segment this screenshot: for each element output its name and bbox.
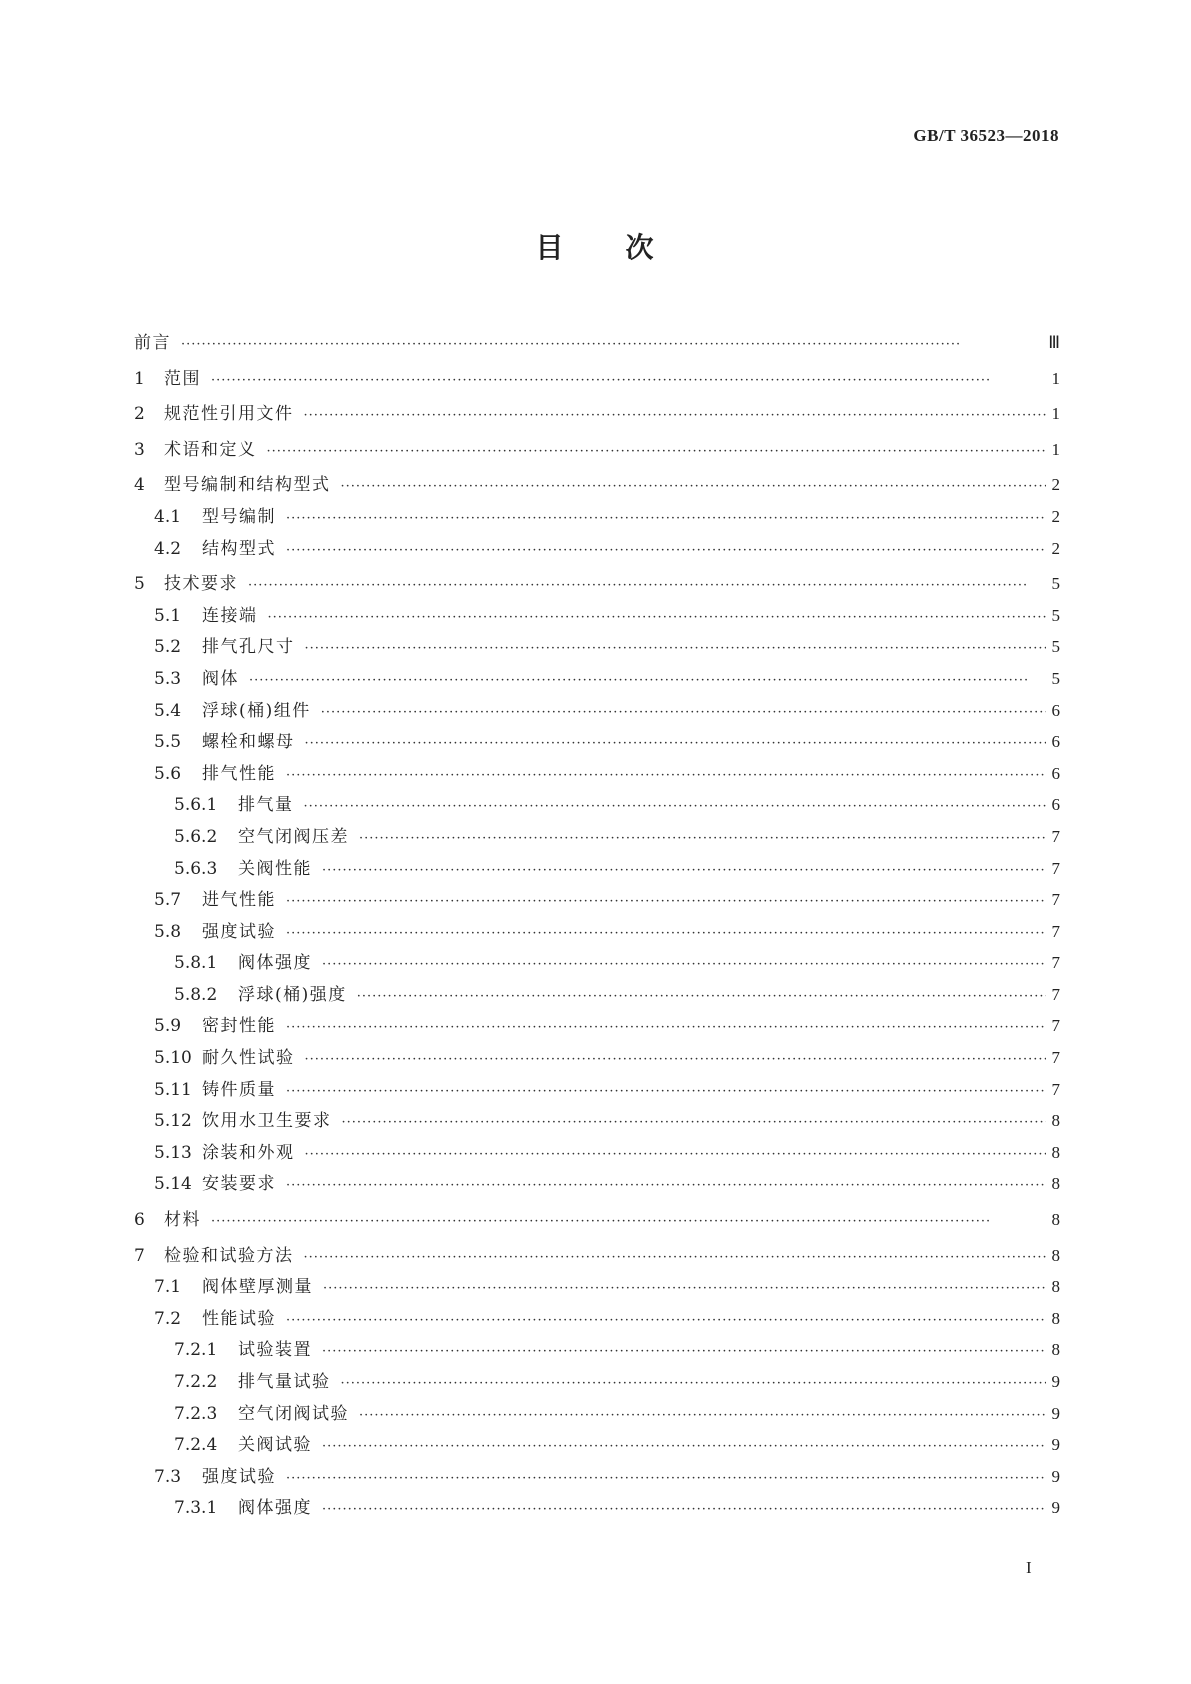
toc-entry-page: 7 bbox=[1051, 1048, 1060, 1068]
toc-dot-leader bbox=[181, 337, 1042, 352]
toc-entry-title: 术语和定义 bbox=[164, 439, 257, 460]
toc-entry[interactable] bbox=[134, 1138, 1060, 1170]
toc-entry-number: 1 bbox=[134, 368, 145, 389]
toc-entry-number: 7.2 bbox=[154, 1308, 182, 1329]
toc-entry-title: 型号编制和结构型式 bbox=[164, 475, 331, 496]
toc-entry-number: 5.6.2 bbox=[174, 826, 218, 847]
toc-entry[interactable] bbox=[134, 885, 1060, 917]
toc-entry-number: 7.2.3 bbox=[174, 1403, 218, 1424]
toc-entry-title: 空气闭阀试验 bbox=[238, 1403, 349, 1424]
toc-entry-number: 5.11 bbox=[154, 1079, 192, 1100]
title-char-2: 次 bbox=[625, 231, 656, 264]
toc-dot-leader bbox=[286, 511, 1046, 526]
toc-entry[interactable] bbox=[134, 1043, 1060, 1075]
toc-entry[interactable] bbox=[134, 328, 1060, 360]
toc-entry-title: 技术要求 bbox=[164, 574, 238, 595]
toc-entry-number: 5.4 bbox=[154, 700, 182, 721]
toc-entry[interactable] bbox=[134, 948, 1060, 980]
toc-entry-title: 强度试验 bbox=[202, 921, 276, 942]
toc-entry-page: 1 bbox=[1051, 404, 1060, 424]
toc-entry[interactable] bbox=[134, 1075, 1060, 1107]
toc-entry-title: 范围 bbox=[164, 368, 201, 389]
toc-entry-page: 7 bbox=[1051, 858, 1060, 878]
toc-dot-leader bbox=[359, 831, 1046, 846]
toc-entry-number: 5.8 bbox=[154, 921, 182, 942]
toc-entry-page: 9 bbox=[1051, 1466, 1060, 1486]
toc-entry-title: 阀体壁厚测量 bbox=[202, 1277, 313, 1298]
toc-entry-page: 8 bbox=[1051, 1277, 1060, 1297]
toc-entry-number: 2 bbox=[134, 404, 145, 425]
toc-entry[interactable] bbox=[134, 790, 1060, 822]
toc-entry-page: 7 bbox=[1051, 984, 1060, 1004]
toc-entry[interactable] bbox=[134, 1335, 1060, 1367]
toc-dot-leader bbox=[304, 408, 1046, 423]
toc-entry-title: 关阀试验 bbox=[238, 1435, 312, 1456]
toc-dot-leader bbox=[304, 1250, 1046, 1265]
toc-dot-leader bbox=[322, 1344, 1046, 1359]
toc-dot-leader bbox=[286, 1178, 1046, 1193]
toc-dot-leader bbox=[322, 1502, 1046, 1517]
standard-code: GB/T 36523—2018 bbox=[913, 126, 1059, 145]
toc-entry-title: 排气孔尺寸 bbox=[202, 637, 295, 658]
toc-dot-leader bbox=[322, 863, 1046, 878]
toc-dot-leader bbox=[268, 610, 1046, 625]
toc-entry-title: 前言 bbox=[134, 333, 171, 353]
toc-entry-title: 阀体强度 bbox=[238, 1498, 312, 1519]
toc-entry-number: 6 bbox=[134, 1210, 145, 1231]
toc-entry-number: 5.1 bbox=[154, 605, 182, 626]
toc-dot-leader bbox=[304, 799, 1046, 814]
toc-entry-page: 6 bbox=[1051, 763, 1060, 783]
toc-entry[interactable] bbox=[134, 727, 1060, 759]
toc-entry-number: 5.10 bbox=[154, 1048, 192, 1069]
toc-dot-leader bbox=[249, 673, 1046, 688]
toc-entry[interactable] bbox=[134, 601, 1060, 633]
toc-dot-leader bbox=[342, 1115, 1046, 1130]
toc-entry-page: 8 bbox=[1051, 1142, 1060, 1162]
toc-entry-page: 6 bbox=[1051, 700, 1060, 720]
toc-entry-number: 5.5 bbox=[154, 732, 182, 753]
toc-entry-number: 5.8.2 bbox=[174, 984, 218, 1005]
toc-dot-leader bbox=[286, 768, 1046, 783]
toc-entry-number: 7 bbox=[134, 1245, 145, 1266]
toc-entry-page: 1 bbox=[1051, 368, 1060, 388]
toc-dot-leader bbox=[286, 926, 1046, 941]
toc-entry-title: 排气量 bbox=[238, 795, 294, 816]
toc-entry[interactable] bbox=[134, 534, 1060, 566]
toc-dot-leader bbox=[341, 1376, 1046, 1391]
toc-dot-leader bbox=[323, 1281, 1046, 1296]
title-char-1: 目 bbox=[535, 231, 566, 264]
page-number: I bbox=[1026, 1558, 1032, 1577]
toc-entry-page: 5 bbox=[1051, 668, 1060, 688]
toc-entry-number: 5.8.1 bbox=[174, 953, 218, 974]
toc-entry[interactable] bbox=[134, 759, 1060, 791]
toc-entry-page: 8 bbox=[1051, 1111, 1060, 1131]
toc-entry-title: 连接端 bbox=[202, 605, 258, 626]
toc-entry-title: 螺栓和螺母 bbox=[202, 732, 295, 753]
toc-entry[interactable] bbox=[134, 854, 1060, 886]
toc-entry[interactable] bbox=[134, 502, 1060, 534]
toc-entry-title: 空气闭阀压差 bbox=[238, 826, 349, 847]
toc-dot-leader bbox=[211, 1214, 1046, 1229]
toc-entry[interactable] bbox=[134, 696, 1060, 728]
toc-entry-title: 关阀性能 bbox=[238, 858, 312, 879]
toc-entry-title: 规范性引用文件 bbox=[164, 404, 294, 425]
toc-entry[interactable] bbox=[134, 435, 1060, 467]
toc-dot-leader bbox=[286, 1313, 1046, 1328]
toc-entry-page: 8 bbox=[1051, 1210, 1060, 1230]
toc-entry-title: 耐久性试验 bbox=[202, 1048, 295, 1069]
toc-dot-leader bbox=[322, 957, 1046, 972]
toc-entry-page: 7 bbox=[1051, 1016, 1060, 1036]
toc-entry[interactable] bbox=[134, 1430, 1060, 1462]
toc-entry-number: 5.12 bbox=[154, 1111, 192, 1132]
toc-entry-title: 浮球(桶)强度 bbox=[238, 984, 347, 1005]
toc-entry[interactable] bbox=[134, 470, 1060, 502]
toc-entry-number: 5.6.1 bbox=[174, 795, 218, 816]
toc-entry-title: 饮用水卫生要求 bbox=[202, 1111, 332, 1132]
toc-entry[interactable] bbox=[134, 364, 1060, 396]
table-of-contents bbox=[134, 328, 1060, 1525]
toc-dot-leader bbox=[305, 736, 1046, 751]
toc-entry-title: 密封性能 bbox=[202, 1016, 276, 1037]
toc-entry-number: 7.2.2 bbox=[174, 1372, 218, 1392]
toc-dot-leader bbox=[305, 641, 1046, 656]
toc-entry[interactable] bbox=[134, 980, 1060, 1012]
toc-dot-leader bbox=[286, 1084, 1046, 1099]
toc-entry-number: 7.2.4 bbox=[174, 1435, 218, 1456]
toc-entry-title: 试验装置 bbox=[238, 1340, 312, 1361]
toc-entry[interactable] bbox=[134, 917, 1060, 949]
toc-entry-page: 2 bbox=[1051, 506, 1060, 526]
toc-dot-leader bbox=[286, 894, 1046, 909]
toc-entry-page: 2 bbox=[1051, 538, 1060, 558]
toc-entry-title: 强度试验 bbox=[202, 1466, 276, 1487]
toc-entry[interactable] bbox=[134, 1304, 1060, 1336]
toc-entry-page: 8 bbox=[1051, 1245, 1060, 1265]
toc-entry[interactable] bbox=[134, 1367, 1060, 1399]
toc-entry-number: 5.13 bbox=[154, 1142, 192, 1163]
toc-entry-page: 7 bbox=[1051, 921, 1060, 941]
toc-entry-page: 9 bbox=[1051, 1498, 1060, 1518]
toc-dot-leader bbox=[322, 1439, 1046, 1454]
toc-entry-number: 5.2 bbox=[154, 637, 182, 658]
toc-dot-leader bbox=[359, 1408, 1046, 1423]
toc-entry-page: 8 bbox=[1051, 1308, 1060, 1328]
toc-entry-title: 阀体 bbox=[202, 668, 239, 689]
toc-entry-title: 型号编制 bbox=[202, 506, 276, 527]
toc-entry-number: 5.3 bbox=[154, 668, 182, 689]
toc-entry-page: 8 bbox=[1051, 1340, 1060, 1360]
toc-entry-title: 涂装和外观 bbox=[202, 1142, 295, 1163]
toc-entry[interactable] bbox=[134, 569, 1060, 601]
toc-entry-title: 浮球(桶)组件 bbox=[202, 700, 311, 721]
toc-entry-number: 7.2.1 bbox=[174, 1340, 218, 1361]
toc-entry-number: 5.14 bbox=[154, 1174, 192, 1195]
toc-entry[interactable] bbox=[134, 1272, 1060, 1304]
toc-entry[interactable] bbox=[134, 664, 1060, 696]
toc-entry-page: 9 bbox=[1051, 1403, 1060, 1423]
toc-dot-leader bbox=[357, 989, 1046, 1004]
toc-entry-number: 5.9 bbox=[154, 1016, 182, 1037]
toc-dot-leader bbox=[321, 705, 1046, 720]
toc-entry[interactable] bbox=[134, 1493, 1060, 1525]
toc-entry-number: 7.3.1 bbox=[174, 1498, 218, 1519]
toc-entry[interactable] bbox=[134, 1241, 1060, 1273]
toc-entry-number: 7.3 bbox=[154, 1466, 182, 1487]
toc-entry-number: 4.1 bbox=[154, 506, 182, 527]
toc-dot-leader bbox=[248, 578, 1046, 593]
toc-entry-title: 排气性能 bbox=[202, 763, 276, 784]
toc-dot-leader bbox=[341, 479, 1046, 494]
toc-dot-leader bbox=[286, 1020, 1046, 1035]
toc-entry-number: 5 bbox=[134, 574, 145, 595]
toc-entry-page: 5 bbox=[1051, 605, 1060, 625]
toc-entry[interactable] bbox=[134, 1011, 1060, 1043]
toc-dot-leader bbox=[286, 543, 1046, 558]
toc-entry-title: 结构型式 bbox=[202, 538, 276, 559]
toc-dot-leader bbox=[267, 444, 1046, 459]
toc-entry[interactable] bbox=[134, 1205, 1060, 1237]
toc-entry[interactable] bbox=[134, 1169, 1060, 1201]
toc-entry-page: 7 bbox=[1051, 1079, 1060, 1099]
toc-entry-page: 1 bbox=[1051, 439, 1060, 459]
toc-entry[interactable] bbox=[134, 1399, 1060, 1431]
toc-entry[interactable] bbox=[134, 1462, 1060, 1494]
toc-dot-leader bbox=[286, 1471, 1046, 1486]
page-title bbox=[0, 226, 1191, 266]
toc-entry-title: 排气量试验 bbox=[238, 1372, 331, 1392]
toc-entry-page: Ⅲ bbox=[1048, 333, 1060, 352]
toc-entry-title: 安装要求 bbox=[202, 1174, 276, 1195]
toc-entry-number: 5.6.3 bbox=[174, 858, 218, 879]
toc-entry-title: 阀体强度 bbox=[238, 953, 312, 974]
toc-entry-page: 8 bbox=[1051, 1174, 1060, 1194]
toc-entry-title: 检验和试验方法 bbox=[164, 1245, 294, 1266]
toc-dot-leader bbox=[305, 1052, 1046, 1067]
toc-entry-number: 5.7 bbox=[154, 890, 182, 911]
toc-entry-title: 铸件质量 bbox=[202, 1079, 276, 1100]
toc-entry-number: 4 bbox=[134, 475, 145, 496]
toc-entry-page: 6 bbox=[1051, 795, 1060, 815]
toc-entry-page: 5 bbox=[1051, 574, 1060, 594]
toc-entry[interactable] bbox=[134, 822, 1060, 854]
toc-entry-page: 7 bbox=[1051, 826, 1060, 846]
toc-entry-title: 进气性能 bbox=[202, 890, 276, 911]
toc-entry-page: 6 bbox=[1051, 732, 1060, 752]
toc-entry-number: 7.1 bbox=[154, 1277, 182, 1298]
toc-entry-page: 9 bbox=[1051, 1435, 1060, 1455]
toc-entry[interactable] bbox=[134, 1106, 1060, 1138]
toc-entry-title: 性能试验 bbox=[202, 1308, 276, 1329]
toc-entry-page: 9 bbox=[1051, 1372, 1060, 1391]
toc-entry-number: 3 bbox=[134, 439, 145, 460]
toc-entry-page: 5 bbox=[1051, 637, 1060, 657]
toc-dot-leader bbox=[211, 373, 1046, 388]
toc-entry-number: 5.6 bbox=[154, 763, 182, 784]
toc-entry-page: 2 bbox=[1051, 475, 1060, 495]
toc-entry-page: 7 bbox=[1051, 953, 1060, 973]
toc-dot-leader bbox=[305, 1147, 1046, 1162]
toc-entry-page: 7 bbox=[1051, 890, 1060, 910]
toc-entry[interactable] bbox=[134, 632, 1060, 664]
toc-entry-number: 4.2 bbox=[154, 538, 182, 559]
toc-entry-title: 材料 bbox=[164, 1210, 201, 1231]
toc-entry[interactable] bbox=[134, 399, 1060, 431]
